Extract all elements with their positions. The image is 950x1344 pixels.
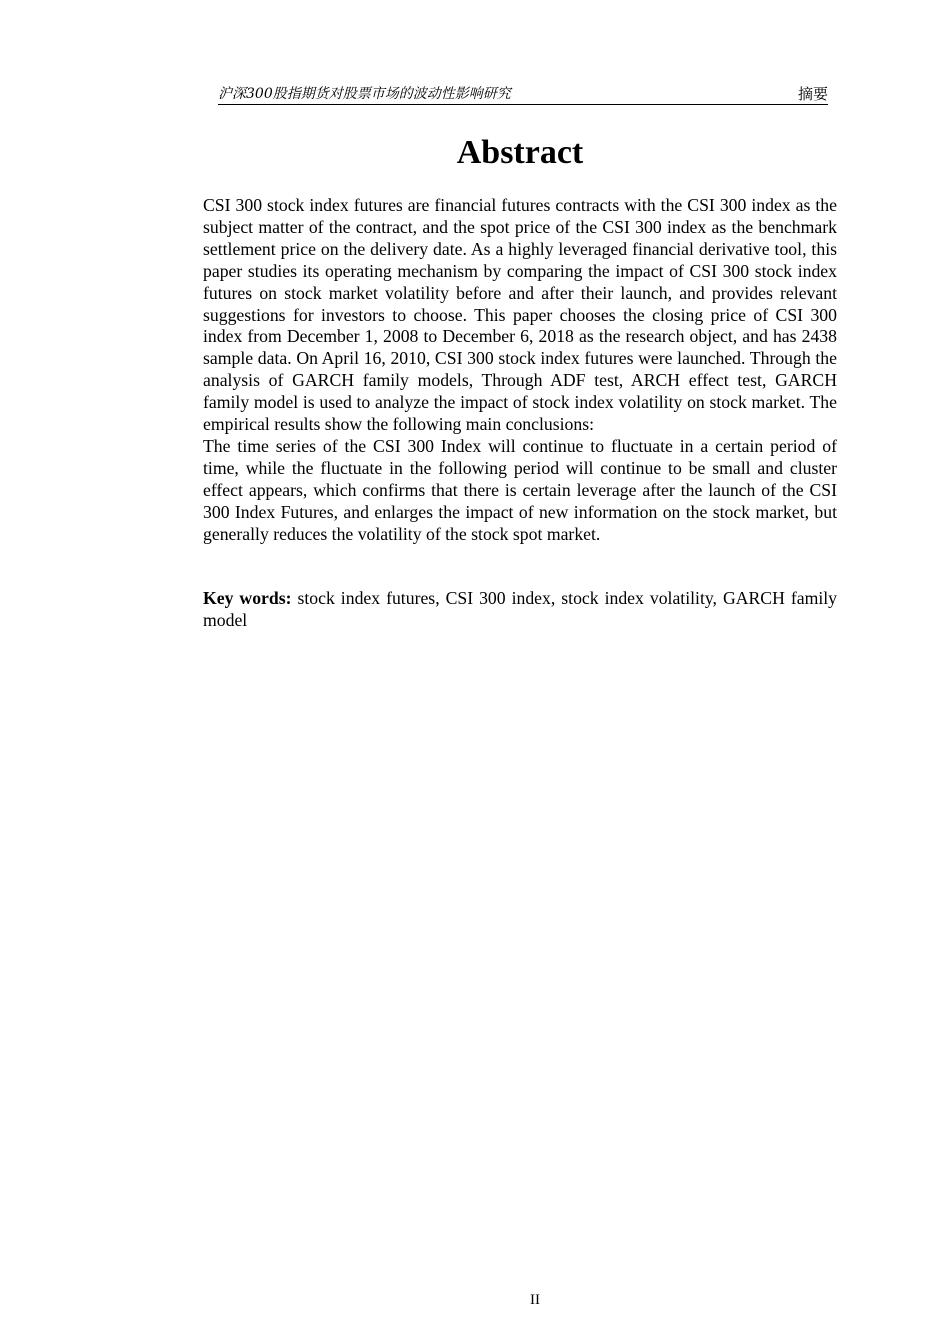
keywords-line: [203, 588, 837, 632]
abstract-paragraph-2: The time series of the CSI 300 Index will continue to fluctuate in a certain period of time, while the fluctuate in the following period will continue to be small and cluster effect appears, which confirms that there is certain leverage after the launch of the CSI 300 Index Futures, and enlarges the impact of new information on the stock market, but generally reduces the volatility of the stock spot market.: [203, 435, 837, 544]
abstract-paragraph-1: CSI 300 stock index futures are financial futures contracts with the CSI 300 index as the subject matter of the contract, and the spot price of the CSI 300 index as the benchmark settlement price on the delivery date. As a highly leveraged financial derivative tool, this paper studies its operating mechanism by comparing the impact of CSI 300 stock index futures on stock market volatility before and after their launch, and provides relevant suggestions for investors to choose. This paper chooses the closing price of CSI 300 index from December 1, 2008 to December 6, 2018 as the research object, and has 2438 sample data. On April 16, 2010, CSI 300 stock index futures were launched. Through the analysis of GARCH family models, Through ADF test, ARCH effect test, GARCH family model is used to analyze the impact of stock index volatility on stock market. The empirical results show the following main conclusions:: [203, 195, 837, 435]
running-header: [218, 84, 828, 105]
header-thesis-title: 沪深300股指期货对股票市场的波动性影响研究: [218, 86, 511, 102]
abstract-body: [203, 195, 837, 546]
page-number: II: [530, 1292, 540, 1308]
header-section-name: 摘要: [797, 85, 828, 103]
abstract-heading: Abstract: [456, 134, 584, 171]
keywords-text: stock index futures, CSI 300 index, stock index volatility, GARCH family model: [203, 588, 838, 630]
keywords-label: Key words:: [203, 588, 292, 608]
